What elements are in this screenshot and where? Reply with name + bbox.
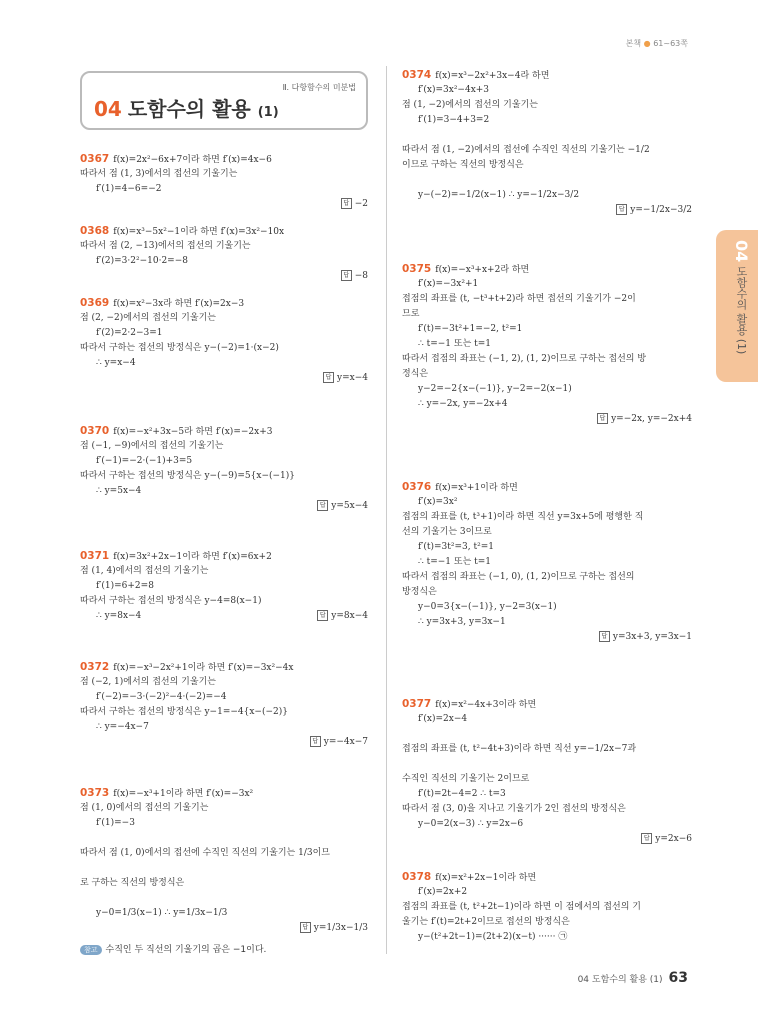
solution-text: 이므로 구하는 직선의 방정식은 (402, 160, 524, 170)
solution-line (80, 182, 368, 197)
problem-0378 (402, 870, 692, 945)
solution-line (80, 356, 368, 371)
problem-0369 (80, 296, 368, 386)
solution-text: y−(−2)=−1/2(x−1) ∴ y=−1/2x−3/2 (418, 190, 580, 200)
solution-line (80, 579, 368, 594)
solution-line (80, 239, 368, 254)
solution-text: 따라서 점 (2, −13)에서의 접선의 기울기는 (80, 241, 251, 251)
answer-line (80, 921, 368, 936)
answer-line (80, 609, 368, 624)
solution-text: f′(1)=3−4+3=2 (418, 115, 490, 125)
solution-text: ∴ y=−4x−7 (96, 722, 149, 732)
answer-value: −8 (354, 271, 368, 281)
solution-line (402, 397, 692, 412)
solution-line (80, 454, 368, 469)
solution-line (402, 382, 692, 397)
solution-text: y−0=1/3(x−1) ∴ y=1/3x−1/3 (96, 908, 228, 918)
solution-line (402, 113, 692, 128)
solution-text: f′(x)=3x² (418, 497, 458, 507)
solution-text: 울기는 f′(t)=2t+2이므로 접선의 방정식은 (402, 917, 570, 927)
solution-line (402, 158, 692, 173)
answer-line (80, 197, 368, 212)
solution-line (80, 660, 368, 675)
side-tab-number: 04 (732, 240, 751, 263)
section-subtitle: Ⅱ. 다항함수의 미분법 (282, 83, 356, 92)
solution-text: f′(1)=4−6=−2 (96, 184, 162, 194)
solution-text: 따라서 점 (1, 0)에서의 접선에 수직인 직선의 기울기는 1/3이므 (80, 848, 330, 858)
solution-line (402, 337, 692, 352)
solution-text: 따라서 점 (1, 3)에서의 접선의 기울기는 (80, 169, 238, 179)
solution-line (402, 68, 692, 83)
solution-text: 따라서 점 (3, 0)을 지나고 기울기가 2인 접선의 방정식은 (402, 804, 626, 814)
solution-text: ∴ y=8x−4 (96, 611, 142, 621)
solution-line (80, 311, 368, 326)
top-page-reference (626, 38, 688, 49)
answer-value: y=−2x, y=−2x+4 (611, 414, 692, 424)
answer-line (402, 832, 692, 847)
solution-text: ∴ y=5x−4 (96, 486, 142, 496)
solution-line (80, 167, 368, 182)
solution-text: f′(−2)=−3·(−2)²−4·(−2)=−4 (96, 692, 227, 702)
solution-line (402, 885, 692, 900)
solution-text: 따라서 구하는 접선의 방정식은 y−(−2)=1·(x−2) (80, 343, 279, 353)
solution-text: 로 구하는 직선의 방정식은 (80, 878, 185, 888)
solution-text: 따라서 접점의 좌표는 (−1, 0), (1, 2)이므로 구하는 접선의 (402, 572, 635, 582)
answer-line (402, 203, 692, 218)
solution-text: 접점의 좌표를 (t, t³+1)이라 하면 직선 y=3x+5에 평행한 직 (402, 512, 644, 522)
solution-line (80, 469, 368, 484)
problem-0368 (80, 224, 368, 284)
solution-line (402, 757, 692, 772)
problem-0370 (80, 424, 368, 514)
solution-text: f′(t)=3t²=3, t²=1 (418, 542, 494, 552)
solution-line (402, 128, 692, 143)
footer-label: 04 도함수의 활용 (1) (577, 975, 663, 985)
solution-line (80, 705, 368, 720)
solution-line (402, 585, 692, 600)
solution-line (402, 307, 692, 322)
solution-text: ∴ y=−2x, y=−2x+4 (418, 399, 508, 409)
problem-number: 0367 (80, 153, 110, 165)
answer-mark-icon: 답 (641, 833, 652, 844)
solution-text: 선의 기울기는 3이므로 (402, 527, 492, 537)
top-ref-label: 본책 (625, 39, 642, 48)
solution-line (402, 900, 692, 915)
solution-text: 접점의 좌표를 (t, −t³+t+2)라 하면 접선의 기울기가 −2이 (402, 294, 636, 304)
solution-text: 점 (−2, 1)에서의 접선의 기울기는 (80, 677, 216, 687)
solution-line (402, 772, 692, 787)
solution-line (402, 480, 692, 495)
problem-0374 (402, 68, 692, 218)
solution-line (80, 816, 368, 831)
section-title (94, 93, 279, 122)
section-header (80, 71, 368, 130)
problem-0371 (80, 549, 368, 624)
note-text: 수직인 두 직선의 기울기의 곱은 −1이다. (105, 945, 267, 955)
problem-number: 0376 (402, 481, 432, 493)
answer-value: y=3x+3, y=3x−1 (612, 632, 692, 642)
solution-text: y−0=2(x−3) ∴ y=2x−6 (418, 819, 524, 829)
solution-text: f(x)=−x³+1이라 하면 f′(x)=−3x² (113, 789, 254, 799)
solution-line (402, 727, 692, 742)
answer-line (80, 371, 368, 386)
solution-text: f′(1)=−3 (96, 818, 135, 828)
solution-line (402, 787, 692, 802)
solution-text: 정식은 (402, 369, 429, 379)
solution-text: 점 (1, 4)에서의 접선의 기울기는 (80, 566, 209, 576)
solution-text: f′(x)=−3x²+1 (418, 279, 479, 289)
solution-line (80, 296, 368, 311)
solution-text: 점 (1, 0)에서의 접선의 기울기는 (80, 803, 209, 813)
problem-number: 0377 (402, 698, 432, 710)
solution-line (402, 870, 692, 885)
solution-text: 따라서 구하는 접선의 방정식은 y−(−9)=5{x−(−1)} (80, 471, 296, 481)
section-title-text: 도함수의 활용 (127, 97, 251, 121)
side-tab-text (723, 240, 751, 354)
problem-0373 (80, 786, 368, 936)
solution-line (402, 188, 692, 203)
solution-text: f′(t)=−3t²+1=−2, t²=1 (418, 324, 523, 334)
solution-text: f′(2)=2·2−3=1 (96, 328, 163, 338)
section-title-suffix: (1) (257, 105, 279, 120)
solution-text: 따라서 점 (1, −2)에서의 접선에 수직인 직선의 기울기는 −1/2 (402, 145, 650, 155)
answer-mark-icon: 답 (616, 204, 627, 215)
solution-line (402, 570, 692, 585)
solution-text: f(x)=x³−2x²+3x−4라 하면 (435, 71, 550, 81)
answer-mark-icon: 답 (597, 413, 608, 424)
answer-line (402, 412, 692, 427)
reference-note (80, 942, 266, 955)
solution-line (402, 367, 692, 382)
solution-text: f(x)=x²+2x−1이라 하면 (435, 873, 537, 883)
solution-line (402, 802, 692, 817)
solution-text: f(x)=x³−5x²−1이라 하면 f′(x)=3x²−10x (113, 227, 285, 237)
solution-text: ∴ t=−1 또는 t=1 (418, 557, 492, 567)
solution-line (80, 484, 368, 499)
solution-line (402, 262, 692, 277)
solution-line (402, 83, 692, 98)
answer-value: y=x−4 (337, 373, 368, 383)
solution-text: f(x)=−x³+x+2라 하면 (435, 265, 530, 275)
answer-mark-icon: 답 (341, 198, 352, 209)
solution-line (80, 594, 368, 609)
section-number: 04 (94, 97, 122, 121)
answer-line (80, 269, 368, 284)
solution-line (402, 495, 692, 510)
answer-mark-icon: 답 (599, 631, 610, 642)
solution-line (80, 861, 368, 876)
answer-value: y=1/3x−1/3 (313, 923, 368, 933)
solution-text: f(x)=x³+1이라 하면 (435, 483, 518, 493)
solution-text: 점 (2, −2)에서의 접선의 기울기는 (80, 313, 216, 323)
solution-text: f′(−1)=−2·(−1)+3=5 (96, 456, 193, 466)
solution-text: f′(2)=3·2²−10·2=−8 (96, 256, 188, 266)
solution-line (80, 564, 368, 579)
top-ref-pages: 61~63쪽 (653, 39, 688, 48)
solution-text: y−2=−2{x−(−1)}, y−2=−2(x−1) (418, 384, 572, 394)
problem-number: 0371 (80, 550, 110, 562)
solution-line (80, 326, 368, 341)
problem-number: 0374 (402, 69, 432, 81)
answer-mark-icon: 답 (317, 610, 328, 621)
bullet-dot-icon: ● (643, 39, 651, 48)
solution-line (402, 555, 692, 570)
solution-line (402, 697, 692, 712)
solution-line (80, 876, 368, 891)
solution-line (80, 690, 368, 705)
solution-line (80, 341, 368, 356)
answer-value: y=−1/2x−3/2 (630, 205, 692, 215)
answer-mark-icon: 답 (300, 922, 311, 933)
note-tag: 참고 (80, 945, 102, 955)
solution-line (80, 549, 368, 564)
solution-text: f(x)=3x²+2x−1이라 하면 f′(x)=6x+2 (113, 552, 272, 562)
solution-text: f(x)=2x²−6x+7이라 하면 f′(x)=4x−6 (113, 155, 272, 165)
solution-line (80, 786, 368, 801)
solution-line (80, 846, 368, 861)
answer-value: y=−4x−7 (323, 737, 368, 747)
solution-line (80, 720, 368, 735)
solution-line (402, 540, 692, 555)
solution-line (80, 254, 368, 269)
solution-text: 점 (1, −2)에서의 접선의 기울기는 (402, 100, 538, 110)
solution-text: f′(x)=3x²−4x+3 (418, 85, 490, 95)
answer-mark-icon: 답 (310, 736, 321, 747)
solution-line (80, 224, 368, 239)
solution-text: f′(x)=2x−4 (418, 714, 468, 724)
answer-value: y=2x−6 (655, 834, 692, 844)
solution-line (80, 439, 368, 454)
solution-line (402, 98, 692, 113)
problem-number: 0368 (80, 225, 110, 237)
solution-line (402, 143, 692, 158)
page-footer (578, 970, 688, 986)
solution-line (402, 930, 692, 945)
solution-line (80, 424, 368, 439)
problem-number: 0372 (80, 661, 110, 673)
solution-text: 따라서 구하는 접선의 방정식은 y−4=8(x−1) (80, 596, 262, 606)
solution-line (402, 712, 692, 727)
solution-text: f(x)=x²−3x라 하면 f′(x)=2x−3 (113, 299, 245, 309)
answer-line (402, 630, 692, 645)
side-tab-label: 도함수의 활용 (1) (735, 265, 748, 355)
answer-mark-icon: 답 (323, 372, 334, 383)
solution-text: ∴ y=3x+3, y=3x−1 (418, 617, 506, 627)
answer-line (80, 735, 368, 750)
solution-line (80, 152, 368, 167)
solution-text: f′(x)=2x+2 (418, 887, 468, 897)
solution-text: f(x)=x²−4x+3이라 하면 (435, 700, 537, 710)
solution-text: f(x)=−x²+3x−5라 하면 f′(x)=−2x+3 (113, 427, 273, 437)
problem-0375 (402, 262, 692, 427)
answer-line (80, 499, 368, 514)
solution-line (80, 675, 368, 690)
answer-mark-icon: 답 (341, 270, 352, 281)
solution-text: f′(t)=2t−4=2 ∴ t=3 (418, 789, 506, 799)
solution-text: 수직인 직선의 기울기는 2이므로 (402, 774, 530, 784)
problem-0376 (402, 480, 692, 645)
solution-text: 접점의 좌표를 (t, t²+2t−1)이라 하면 이 점에서의 접선의 기 (402, 902, 641, 912)
solution-line (80, 891, 368, 906)
answer-value: y=5x−4 (331, 501, 368, 511)
column-divider (386, 66, 387, 954)
solution-line (402, 742, 692, 757)
problem-number: 0375 (402, 263, 432, 275)
solution-text: f(x)=−x³−2x²+1이라 하면 f′(x)=−3x²−4x (113, 663, 294, 673)
problem-number: 0370 (80, 425, 110, 437)
solution-line (402, 615, 692, 630)
solution-text: 접점의 좌표를 (t, t²−4t+3)이라 하면 직선 y=−1/2x−7과 (402, 744, 637, 754)
solution-line (402, 292, 692, 307)
solution-text: 따라서 접점의 좌표는 (−1, 2), (1, 2)이므로 구하는 접선의 방 (402, 354, 647, 364)
solution-text: y−(t²+2t−1)=(2t+2)(x−t) ······ ㉠ (418, 932, 568, 942)
page-number: 63 (668, 970, 688, 986)
problem-number: 0373 (80, 787, 110, 799)
solution-line (402, 600, 692, 615)
solution-line (80, 801, 368, 816)
solution-line (80, 906, 368, 921)
solution-line (402, 277, 692, 292)
solution-line (402, 915, 692, 930)
solution-line (402, 173, 692, 188)
problem-0377 (402, 697, 692, 847)
solution-text: 점 (−1, −9)에서의 접선의 기울기는 (80, 441, 224, 451)
solution-line (402, 322, 692, 337)
solution-text: ∴ y=x−4 (96, 358, 136, 368)
problem-0367 (80, 152, 368, 212)
solution-line (402, 352, 692, 367)
solution-text: 따라서 구하는 접선의 방정식은 y−1=−4{x−(−2)} (80, 707, 288, 717)
solution-text: y−0=3{x−(−1)}, y−2=3(x−1) (418, 602, 557, 612)
solution-line (402, 510, 692, 525)
answer-value: −2 (354, 199, 368, 209)
answer-mark-icon: 답 (317, 500, 328, 511)
solution-text: ∴ t=−1 또는 t=1 (418, 339, 492, 349)
solution-line (80, 831, 368, 846)
chapter-side-tab (716, 230, 758, 382)
solution-text: f′(1)=6+2=8 (96, 581, 154, 591)
problem-number: 0378 (402, 871, 432, 883)
solution-line (402, 525, 692, 540)
answer-value: y=8x−4 (331, 611, 368, 621)
solution-text: 므로 (402, 309, 420, 319)
problem-number: 0369 (80, 297, 110, 309)
solution-line (402, 817, 692, 832)
solution-text: 방정식은 (402, 587, 437, 597)
problem-0372 (80, 660, 368, 750)
